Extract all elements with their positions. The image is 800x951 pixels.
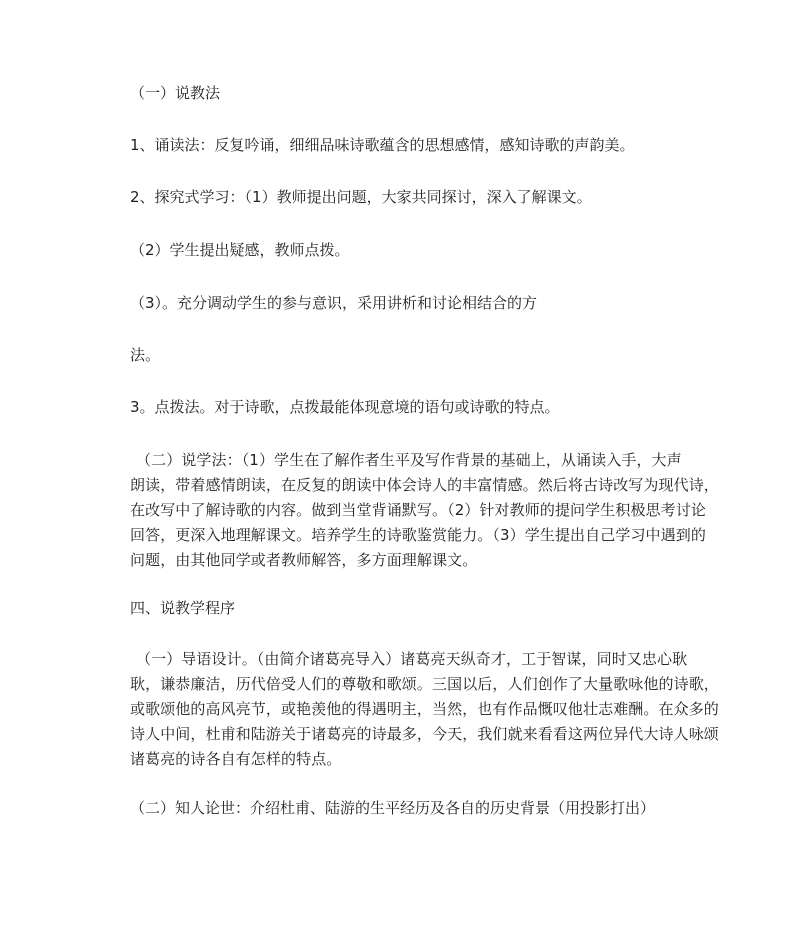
- item-guidance-method: 3。点拨法。对于诗歌，点拨最能体现意境的语句或诗歌的特点。: [130, 398, 560, 416]
- paragraph-line: 或歌颂他的高风亮节，或艳羡他的得遇明主，当然，也有作品慨叹他壮志难酬。在众多的: [130, 700, 719, 718]
- paragraph-line: 问题，由其他同学或者教师解答，多方面理解课文。: [130, 551, 478, 569]
- paragraph-line: 诗人中间，杜甫和陆游关于诸葛亮的诗最多，今天，我们就来看看这两位异代大诗人咏颂: [130, 725, 719, 743]
- paragraph-line: 耿，谦恭廉洁，历代倍受人们的尊敬和歌颂。三国以后，人们创作了大量歌咏他的诗歌，: [130, 675, 719, 693]
- heading-teaching-method: （一）说教法: [130, 84, 221, 102]
- paragraph-line: 诸葛亮的诗各自有怎样的特点。: [130, 750, 342, 768]
- item-author-background: （二）知人论世：介绍杜甫、陆游的生平经历及各自的历史背景（用投影打出）: [130, 799, 656, 817]
- item-inquiry-sub-2: （2）学生提出疑感，教师点拨。: [130, 241, 350, 259]
- paragraph-study-method: [130, 448, 735, 573]
- item-inquiry-learning: 2、探究式学习：（1）教师提出问题，大家共同探讨，深入了解课文。: [130, 188, 592, 206]
- item-recitation-method: 1、诵读法：反复吟诵，细细品味诗歌蕴含的思想感情，感知诗歌的声韵美。: [130, 136, 635, 154]
- heading-teaching-procedure: 四、说教学程序: [130, 599, 236, 617]
- paragraph-line: 在改写中了解诗歌的内容。做到当堂背诵默写。（2）针对教师的提问学生积极思考讨论: [130, 501, 706, 519]
- item-inquiry-sub-3-continued: 法。: [130, 346, 161, 364]
- paragraph-line: 回答，更深入地理解课文。培养学生的诗歌鉴赏能力。（3）学生提出自己学习中遇到的: [130, 526, 706, 544]
- paragraph-intro-design: [130, 647, 735, 772]
- paragraph-line: （二）说学法：（1）学生在了解作者生平及写作背景的基础上，从诵读入手，大声: [136, 451, 682, 469]
- item-inquiry-sub-3: （3）。充分调动学生的参与意识，采用讲析和讨论相结合的方: [130, 294, 538, 312]
- paragraph-line: 朗读，带着感情朗读，在反复的朗读中体会诗人的丰富情感。然后将古诗改写为现代诗，: [130, 476, 719, 494]
- paragraph-line: （一）导语设计。（由简介诸葛亮导入）诸葛亮天纵奇才，工于智谋，同时又忠心耿: [136, 650, 688, 668]
